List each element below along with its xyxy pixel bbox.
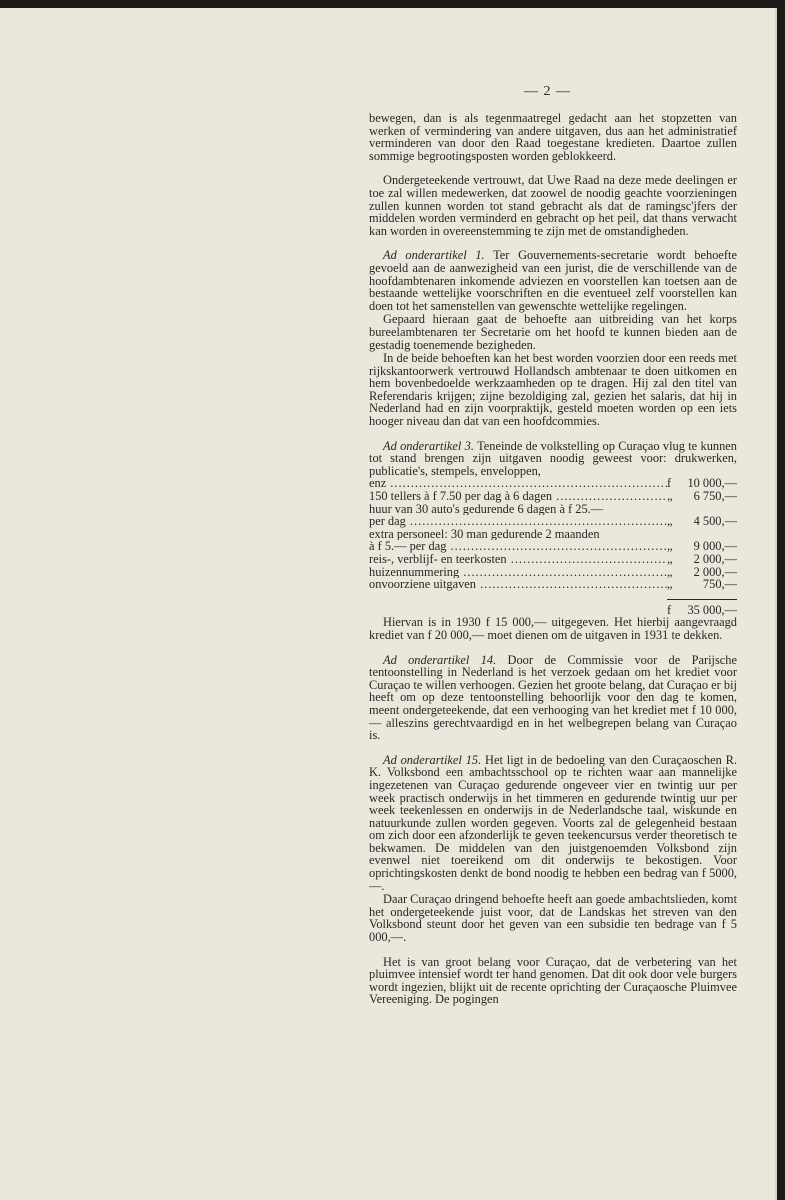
budget-amount: 750,— bbox=[702, 577, 737, 592]
budget-list bbox=[369, 477, 737, 616]
budget-currency: „ bbox=[667, 564, 673, 579]
budget-amount: 2 000,— bbox=[693, 552, 737, 566]
paragraph-6-text: Teneinde de volkstelling op Curaçao vlug te kunnen tot stand brengen zijn uitgaven noodig geweest voor: drukwerken, publicatie's, stempels, enveloppen, bbox=[369, 438, 737, 478]
paragraph-3-text: Ter Gouvernements-secretarie wordt behoefte gevoeld aan de aanwezigheid van een jurist, die de verschillende van de hoofdambtenaren inkomende adviezen en voorstellen kan toetsen aan de bestaande wettelijke voorschriften en die eventueel zelf voorstellen kan doen tot het samenstellen van gewenschte wettelijke regelingen. bbox=[369, 248, 737, 313]
paragraph-9-text: Het ligt in de bedoeling van den Curaçaoschen R. K. Volksbond een ambachtsschool op te richten waar aan mannelijke ingezetenen van Curaçao gedurende ongeveer vier en twintig uur per week practisch onderwijs in het timmeren en gedurende twintig uur per week teekenlessen en onderwijs in de Nederlandsche taal, wiskunde en natuurkunde zullen worden gegeven. Voorts zal de gelegenheid bestaan om zich door een afzonderlijk te geven teekencursus verder theoretisch te bekwamen. De middelen van den juistgenoemden Volksbond zijn evenwel niet toereikend om dit onderwijs te bekostigen. Voor oprichtingskosten denkt de bond noodig te hebben een bedrag van f 5000,—. bbox=[369, 752, 737, 893]
paragraph-3 bbox=[369, 249, 737, 312]
budget-label: extra personeel: 30 man gedurende 2 maanden bbox=[369, 527, 600, 541]
budget-currency: „ bbox=[667, 489, 673, 504]
paragraph-8-text: Door de Commissie voor de Parijsche tentoonstelling in Nederland is het verzoek gedaan om het krediet voor Curaçao te willen verhoogen. Gezien het groote belang, dat Curaçao er bij heeft om op deze tentoonstelling behoorlijk voor den dag te komen, meent ondergeteekende, dat een verhooging van het krediet met f 10 000,— alleszins gerechtvaardigd en in het welbegrepen belang van Curaçao is. bbox=[369, 652, 737, 743]
budget-amount: 4 500,— bbox=[693, 514, 737, 529]
paragraph-5: In de beide behoeften kan het best worden voorzien door een reeds met rijkskantoorwerk vertrouwd Hollandsch ambtenaar te doen uitkomen en hem bovenbedoelde werkzaamheden op te dragen. Hij zal den titel van Referendaris krijgen; zijne bezoldiging zal, gezien het salaris, dat hij in Nederland had en zijn voorpraktijk, gesteld moeten worden op een iets hooger niveau dan dat van een hoofdcommies. bbox=[369, 351, 737, 429]
budget-amount: 6 750,— bbox=[693, 489, 737, 504]
section-lead-1: Ad onderartikel 1. bbox=[383, 248, 485, 263]
budget-row bbox=[369, 477, 737, 490]
budget-row bbox=[369, 515, 737, 528]
budget-amount: 10 000,— bbox=[687, 476, 737, 491]
paragraph-1: bewegen, dan is als tegenmaatregel gedacht aan het stopzetten van werken of vermindering van andere uitgaven, dus aan het administratief verminderen van door den Raad toegestane kredieten. Daartoe zullen sommige begrootingsposten worden geblokkeerd. bbox=[369, 111, 737, 163]
budget-amount: 9 000,— bbox=[693, 539, 737, 554]
budget-row bbox=[369, 528, 737, 541]
paragraph-4: Gepaard hieraan gaat de behoefte aan uitbreiding van het korps bureelambtenaren ter Secretarie om het hoofd te kunnen bieden aan de gestadig toenemende bezigheden. bbox=[369, 312, 737, 352]
budget-row bbox=[369, 566, 737, 579]
budget-row bbox=[369, 503, 737, 516]
budget-label: per dag ..... bbox=[369, 515, 667, 528]
budget-label: onvoorziene uitgaven ..... bbox=[369, 578, 667, 591]
paragraph-6 bbox=[369, 440, 737, 478]
total-currency: f bbox=[667, 602, 672, 617]
budget-currency: „ bbox=[667, 514, 673, 529]
paragraph-2: Ondergeteekende vertrouwt, dat Uwe Raad na deze mede deelingen er toe zal willen medewerken, dat zoowel de noodig geachte voorzieningen zullen kunnen worden tot stand gebracht als dat de ramingsc'jfers der middelen worden verminderd en gebracht op het peil, dat thans verwacht kan worden in overeenstemming te zijn met de omstandigheden. bbox=[369, 173, 737, 238]
budget-row bbox=[369, 540, 737, 553]
paragraph-9 bbox=[369, 754, 737, 893]
budget-currency: „ bbox=[667, 539, 673, 554]
paragraph-10: Daar Curaçao dringend behoefte heeft aan goede ambachtslieden, komt het ondergeteekende juist voor, dat de Landskas het streven van den Volksbond steunt door het geven van een subsidie ten bedrage van f 5 000,—. bbox=[369, 892, 738, 945]
section-lead-15: Ad onderartikel 15. bbox=[383, 752, 482, 767]
paragraph-8 bbox=[369, 654, 737, 742]
budget-row bbox=[369, 490, 737, 503]
budget-label: 150 tellers à f 7.50 per dag à 6 dagen ..... bbox=[369, 490, 667, 503]
document-page bbox=[0, 8, 777, 1200]
paragraph-7: Hiervan is in 1930 f 15 000,— uitgegeven. Het hierbij aangevraagd krediet van f 20 000,— moet dienen om de uitgaven in 1931 te dekken. bbox=[369, 615, 737, 642]
budget-label: huur van 30 auto's gedurende 6 dagen à f 25.— bbox=[369, 502, 604, 516]
total-amount: 35 000,— bbox=[687, 602, 737, 617]
budget-row bbox=[369, 578, 737, 591]
page-number: — 2 — bbox=[524, 84, 571, 99]
budget-row bbox=[369, 553, 737, 566]
budget-label: enz ..... bbox=[369, 477, 667, 490]
page-body bbox=[369, 112, 737, 1006]
budget-currency: „ bbox=[667, 552, 673, 566]
budget-currency: „ bbox=[667, 577, 673, 592]
section-lead-3: Ad onderartikel 3. bbox=[383, 438, 474, 453]
budget-label: à f 5.— per dag ..... bbox=[369, 540, 667, 553]
budget-currency: f bbox=[667, 476, 672, 491]
section-lead-14: Ad onderartikel 14. bbox=[383, 652, 497, 667]
budget-label: reis-, verblijf- en teerkosten ..... bbox=[369, 553, 667, 566]
budget-label: huizennummering ..... bbox=[369, 566, 667, 579]
paragraph-11: Het is van groot belang voor Curaçao, dat de verbetering van het pluimvee intensief wordt ter hand genomen. Dat dit ook door vele burgers wordt ingezien, blijkt uit de recente oprichting der Curaçaosche Pluimvee Vereeniging. De pogingen bbox=[369, 954, 737, 1007]
budget-amount: 2 000,— bbox=[693, 564, 737, 579]
